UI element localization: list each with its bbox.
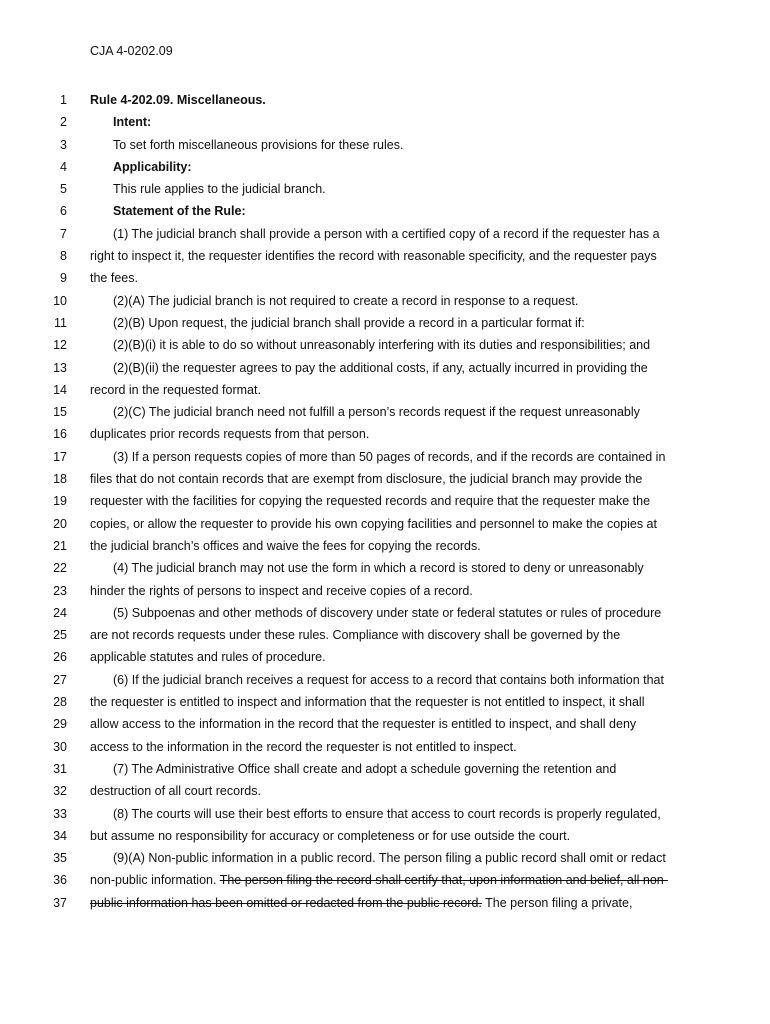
line-number: 32	[53, 784, 67, 799]
line-text	[113, 312, 675, 334]
line-number: 20	[53, 516, 67, 531]
line-number: 11	[54, 315, 67, 330]
line-text	[90, 245, 675, 267]
document-line	[0, 557, 770, 579]
document-line	[0, 669, 770, 691]
text-run: access to the information in the record the requester is not entitled to inspect.	[90, 739, 517, 754]
text-run: (2)(A) The judicial branch is not required to create a record in response to a request.	[113, 293, 579, 308]
text-run: This rule applies to the judicial branch.	[113, 182, 326, 197]
document-line	[0, 89, 770, 111]
line-text	[90, 713, 675, 735]
line-text	[90, 89, 675, 111]
line-number: 5	[60, 182, 67, 197]
line-text	[90, 535, 675, 557]
document-line	[0, 535, 770, 557]
document-line	[0, 290, 770, 312]
line-number: 6	[60, 204, 67, 219]
line-number: 37	[53, 895, 67, 910]
document-line	[0, 446, 770, 468]
struck-text: public information has been omitted or redacted from the public record.	[90, 895, 482, 910]
document-body	[0, 89, 770, 914]
document-line	[0, 646, 770, 668]
text-run: are not records requests under these rules. Compliance with discovery shall be governed by the	[90, 628, 621, 643]
line-number: 36	[53, 873, 67, 888]
text-run: files that do not contain records that are exempt from disclosure, the judicial branch may provide the	[90, 472, 643, 487]
document-line	[0, 825, 770, 847]
document-line	[0, 111, 770, 133]
document-line	[0, 357, 770, 379]
text-run: right to inspect it, the requester identifies the record with reasonable specificity, and the requester pays	[90, 249, 657, 264]
document-line	[0, 602, 770, 624]
line-text	[113, 223, 675, 245]
line-text	[113, 156, 675, 178]
document-line	[0, 245, 770, 267]
document-line	[0, 513, 770, 535]
text-run: Rule 4-202.09. Miscellaneous.	[90, 93, 266, 107]
document-line	[0, 379, 770, 401]
text-run: but assume no responsibility for accuracy or completeness or for use outside the court.	[90, 828, 571, 843]
text-run: (2)(C) The judicial branch need not fulfill a person’s records request if the request unreasonably	[113, 405, 640, 420]
document-line	[0, 134, 770, 156]
document-line	[0, 624, 770, 646]
document-line	[0, 892, 770, 914]
line-text	[113, 557, 675, 579]
line-number: 18	[53, 472, 67, 487]
text-run: non-public information.	[90, 873, 220, 888]
line-number: 25	[53, 628, 67, 643]
text-run: allow access to the information in the record that the requester is entitled to inspect, and shall deny	[90, 717, 637, 732]
line-number: 12	[53, 338, 67, 353]
text-run: Applicability:	[113, 159, 192, 174]
document-line	[0, 312, 770, 334]
document-line	[0, 713, 770, 735]
text-run: hinder the rights of persons to inspect and receive copies of a record.	[90, 583, 473, 598]
text-run: applicable statutes and rules of procedure.	[90, 650, 326, 665]
text-run: (8) The courts will use their best efforts to ensure that access to court records is properly regulated,	[113, 806, 661, 821]
text-run: (2)(B) Upon request, the judicial branch shall provide a record in a particular format if:	[113, 315, 585, 330]
line-number: 23	[53, 583, 67, 598]
line-text	[113, 290, 675, 312]
line-number: 15	[53, 405, 67, 420]
struck-text: The person filing the record shall certify that, upon information and belief, all non-	[219, 873, 668, 888]
document-header-id: CJA 4-0202.09	[90, 44, 173, 58]
document-line	[0, 401, 770, 423]
line-text	[90, 580, 675, 602]
line-number: 29	[53, 717, 67, 732]
line-number: 10	[53, 293, 67, 308]
line-text	[90, 869, 675, 891]
line-number: 19	[53, 494, 67, 509]
line-number: 14	[53, 382, 67, 397]
text-run: Intent:	[113, 115, 152, 130]
line-text	[113, 111, 675, 133]
text-run: (9)(A) Non-public information in a public record. The person filing a public record shall omit or redact	[113, 851, 666, 866]
document-line	[0, 200, 770, 222]
text-run: duplicates prior records requests from that person.	[90, 427, 370, 442]
text-run: (6) If the judicial branch receives a request for access to a record that contains both information that	[113, 672, 664, 687]
line-number: 8	[60, 249, 67, 264]
text-run: The person filing a private,	[481, 895, 633, 910]
document-line	[0, 780, 770, 802]
line-text	[90, 892, 675, 914]
line-number: 17	[53, 449, 67, 464]
line-number: 27	[53, 672, 67, 687]
line-text	[90, 780, 675, 802]
text-run: copies, or allow the requester to provide his own copying facilities and personnel to make the copies at	[90, 516, 657, 531]
line-text	[113, 758, 675, 780]
text-run: (2)(B)(i) it is able to do so without unreasonably interfering with its duties and responsibilities; and	[113, 338, 651, 353]
line-text	[113, 847, 675, 869]
line-number: 7	[60, 226, 67, 241]
line-number: 33	[53, 806, 67, 821]
line-number: 28	[53, 695, 67, 710]
line-number: 30	[53, 739, 67, 754]
document-line	[0, 423, 770, 445]
line-text	[113, 134, 675, 156]
document-line	[0, 156, 770, 178]
document-line	[0, 334, 770, 356]
text-run: record in the requested format.	[90, 382, 261, 397]
line-number: 31	[53, 761, 67, 776]
line-text	[113, 178, 675, 200]
line-text	[90, 624, 675, 646]
document-line	[0, 178, 770, 200]
text-run: the judicial branch’s offices and waive the fees for copying the records.	[90, 538, 481, 553]
line-number: 26	[53, 650, 67, 665]
line-number: 13	[53, 360, 67, 375]
document-line	[0, 267, 770, 289]
document-line	[0, 758, 770, 780]
line-number: 35	[53, 851, 67, 866]
document-line	[0, 803, 770, 825]
text-run: To set forth miscellaneous provisions for these rules.	[113, 137, 404, 152]
text-run: (4) The judicial branch may not use the form in which a record is stored to deny or unreasonably	[113, 561, 644, 576]
text-run: the requester is entitled to inspect and information that the requester is not entitled to inspect, it shall	[90, 695, 645, 710]
line-text	[113, 200, 675, 222]
line-number: 16	[53, 427, 67, 442]
line-text	[113, 446, 675, 468]
line-number: 1	[60, 93, 67, 107]
document-line	[0, 736, 770, 758]
line-text	[90, 513, 675, 535]
line-text	[90, 825, 675, 847]
text-run: (1) The judicial branch shall provide a person with a certified copy of a record if the requester has a	[113, 226, 660, 241]
line-number: 2	[60, 115, 67, 130]
document-line	[0, 869, 770, 891]
line-text	[90, 267, 675, 289]
text-run: the fees.	[90, 271, 138, 286]
line-text	[113, 357, 675, 379]
text-run: requester with the facilities for copying the requested records and require that the requester make the	[90, 494, 651, 509]
document-line	[0, 580, 770, 602]
document-line	[0, 223, 770, 245]
document-line	[0, 847, 770, 869]
line-number: 24	[53, 605, 67, 620]
line-text	[113, 803, 675, 825]
text-run: Statement of the Rule:	[113, 204, 246, 219]
line-number: 21	[53, 538, 67, 553]
line-text	[113, 334, 675, 356]
text-run: destruction of all court records.	[90, 784, 261, 799]
text-run: (5) Subpoenas and other methods of discovery under state or federal statutes or rules of procedure	[113, 605, 662, 620]
text-run: (7) The Administrative Office shall create and adopt a schedule governing the retention and	[113, 761, 617, 776]
line-text	[90, 646, 675, 668]
line-number: 34	[53, 828, 67, 843]
document-line	[0, 691, 770, 713]
line-text	[90, 736, 675, 758]
line-text	[113, 401, 675, 423]
line-text	[90, 468, 675, 490]
line-text	[90, 379, 675, 401]
text-run: (2)(B)(ii) the requester agrees to pay the additional costs, if any, actually incurred in providing the	[113, 360, 648, 375]
line-number: 9	[60, 271, 67, 286]
line-number: 4	[60, 159, 67, 174]
line-text	[113, 669, 675, 691]
line-text	[90, 691, 675, 713]
line-text	[90, 423, 675, 445]
line-text	[113, 602, 675, 624]
line-number: 22	[53, 561, 67, 576]
line-text	[90, 490, 675, 512]
document-line	[0, 468, 770, 490]
text-run: (3) If a person requests copies of more than 50 pages of records, and if the records are contained in	[113, 449, 666, 464]
document-line	[0, 490, 770, 512]
line-number: 3	[60, 137, 67, 152]
